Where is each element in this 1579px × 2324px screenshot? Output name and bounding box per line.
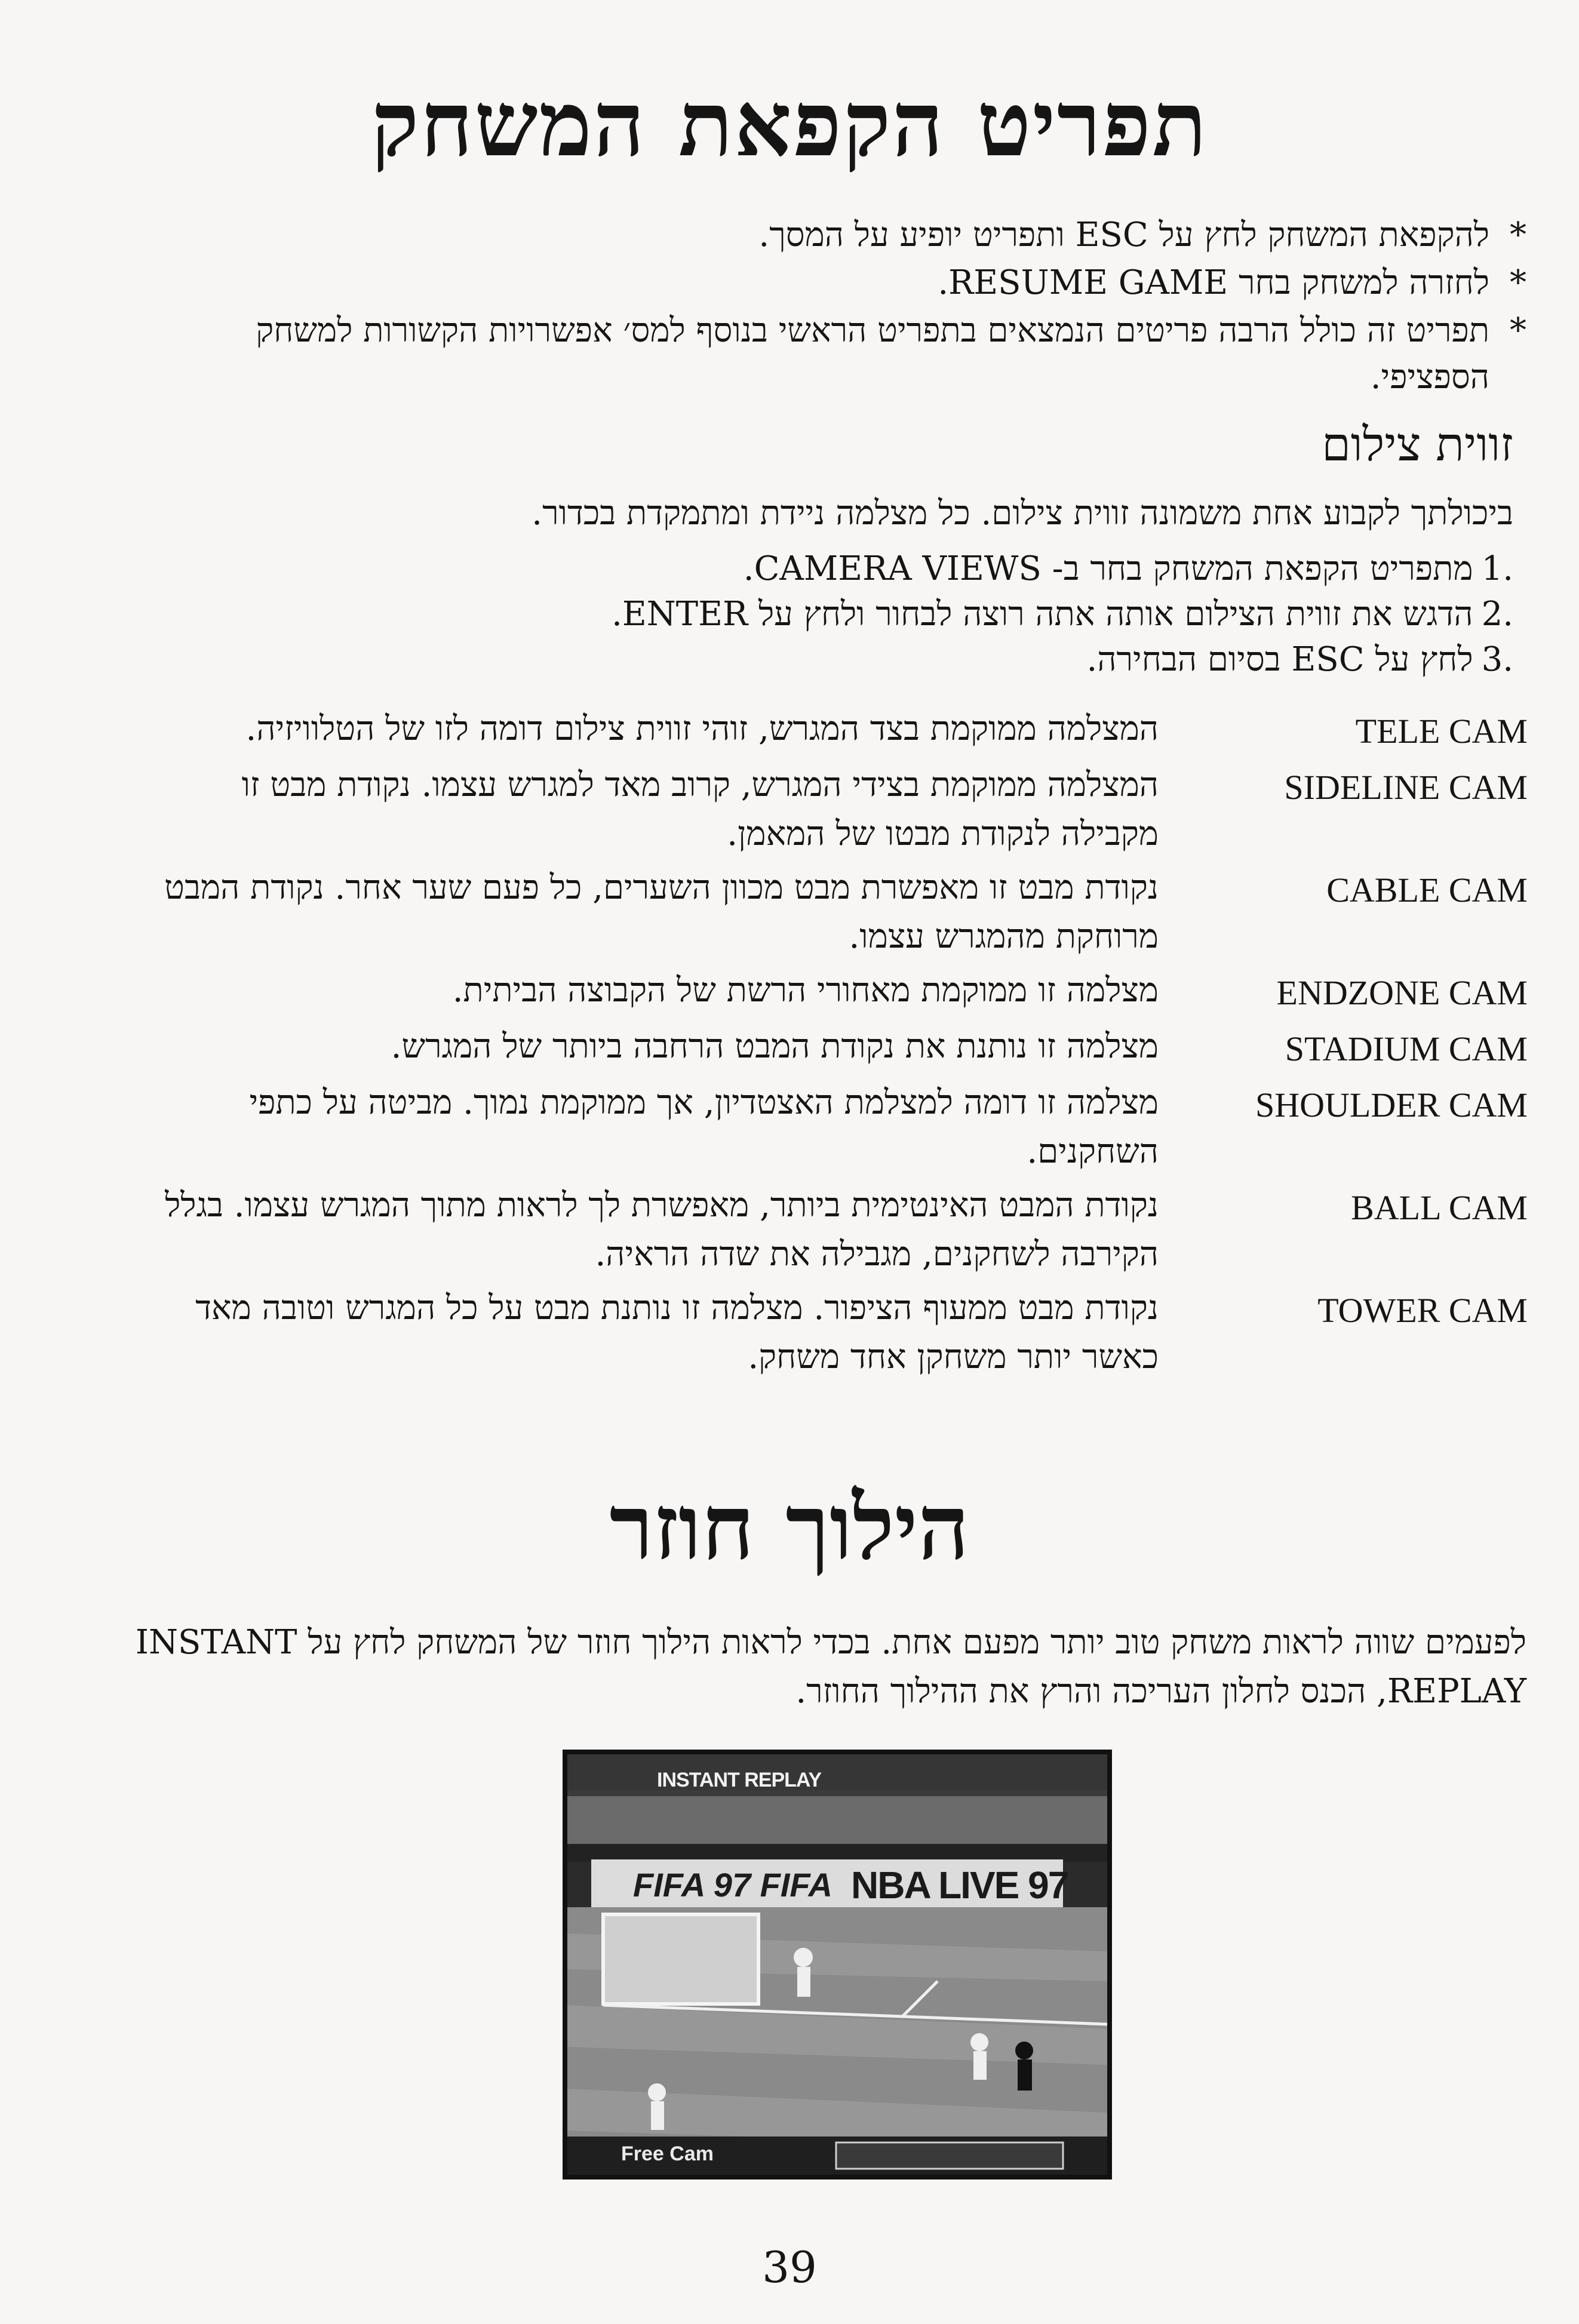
- camera-row: [143, 761, 1528, 859]
- camera-description: נקודת מבט זו מאפשרת מבט מכוון השערים, כל פעם שער אחר. נקודת המבט מרוחקת מהמגרש עצמו.: [164, 868, 1159, 956]
- bullet-item: * להקפאת המשחק לחץ על ESC ותפריט יופיע על המסך.: [129, 212, 1526, 259]
- camera-name: ENDZONE CAM: [1276, 973, 1528, 1012]
- camera-description: המצלמה ממוקמת בצד המגרש, זוהי זווית צילום דומה לזו של הטלוויזיה.: [245, 709, 1159, 748]
- camera-description: נקודת מבט ממעוף הציפור. מצלמה זו נותנת מבט על כל המגרש וטובה מאד כאשר יותר משחקן אחד משחק.: [195, 1289, 1159, 1376]
- camera-row: [143, 705, 1528, 756]
- asterisk-icon: *: [1510, 263, 1526, 302]
- camera-heading: זווית צילום: [1322, 418, 1513, 472]
- camera-row: [143, 1078, 1528, 1176]
- camera-steps: [140, 546, 1513, 683]
- camera-name: TELE CAM: [1355, 712, 1528, 751]
- step-item: 2. הדגש את זווית הצילום אותה אתה רוצה לבחור ולחץ על ENTER.: [612, 595, 1513, 634]
- page-number: 39: [762, 2242, 817, 2292]
- replay-text: לפעמים שווה לראות משחק טוב יותר מפעם אחת. בכדי לראות הילוך חוזר של המשחק לחץ על INSTANT REPLAY, הכנס לחלון העריכה והרץ את ההילוך החוזר.: [135, 1623, 1526, 1711]
- camera-intro: ביכולתך לקבוע אחת משמונה זווית צילום. כל מצלמה ניידת ומתמקדת בכדור.: [532, 494, 1513, 533]
- camera-row: [143, 966, 1528, 1017]
- camera-name: BALL CAM: [1351, 1188, 1528, 1227]
- pitch-illustration: [567, 1754, 1107, 2175]
- camera-description: מצלמה זו דומה למצלמת האצטדיון, אך ממוקמת נמוך. מביטה על כתפי השחקנים.: [249, 1083, 1159, 1171]
- camera-row: [143, 863, 1528, 961]
- camera-name: CABLE CAM: [1326, 871, 1528, 909]
- asterisk-icon: *: [1510, 216, 1526, 254]
- ad-board-left: FIFA 97 FIFA: [633, 1866, 832, 1904]
- step-item: 3. לחץ על ESC בסיום הבחירה.: [1086, 640, 1513, 679]
- step-item: 1. מתפריט הקפאת המשחק בחר ב- CAMERA VIEWS.: [743, 549, 1513, 588]
- camera-description: נקודת המבט האינטימית ביותר, מאפשרת לך לראות מתוך המגרש עצמו. בגלל הקירבה לשחקנים, מגבילה את שדה הראיה.: [165, 1186, 1159, 1274]
- ad-board-right: NBA LIVE 97: [851, 1864, 1068, 1907]
- camera-list: [143, 705, 1528, 1387]
- bullet-item: * תפריט זה כולל הרבה פריטים הנמצאים בתפריט הראשי בנוסף למס׳ אפשרויות הקשורות למשחק הספציפי.: [129, 308, 1526, 401]
- overlay-title: INSTANT REPLAY: [657, 1769, 822, 1791]
- camera-label: Free Cam: [621, 2142, 714, 2165]
- camera-name: STADIUM CAM: [1285, 1029, 1528, 1068]
- freeze-menu-bullets: [129, 212, 1526, 402]
- bullet-item: * לחזרה למשחק בחר RESUME GAME.: [129, 260, 1526, 306]
- asterisk-icon: *: [1510, 311, 1526, 350]
- camera-description: מצלמה זו ממוקמת מאחורי הרשת של הקבוצה הביתית.: [452, 971, 1159, 1010]
- game-screenshot: [563, 1750, 1112, 2179]
- camera-name: SHOULDER CAM: [1255, 1086, 1528, 1124]
- replay-title: הילוך חוזר: [609, 1475, 970, 1580]
- camera-description: מצלמה זו נותנת את נקודת המבט הרחבה ביותר של המגרש.: [391, 1027, 1159, 1066]
- camera-row: [143, 1181, 1528, 1279]
- page-title: תפריט הקפאת המשחק: [371, 72, 1208, 177]
- camera-row: [143, 1284, 1528, 1382]
- camera-name: TOWER CAM: [1317, 1291, 1528, 1330]
- camera-name: SIDELINE CAM: [1284, 768, 1528, 807]
- camera-row: [143, 1022, 1528, 1074]
- camera-description: המצלמה ממוקמת בצידי המגרש, קרוב מאד למגרש עצמו. נקודת מבט זו מקבילה לנקודת מבטו של המאמן.: [241, 766, 1159, 853]
